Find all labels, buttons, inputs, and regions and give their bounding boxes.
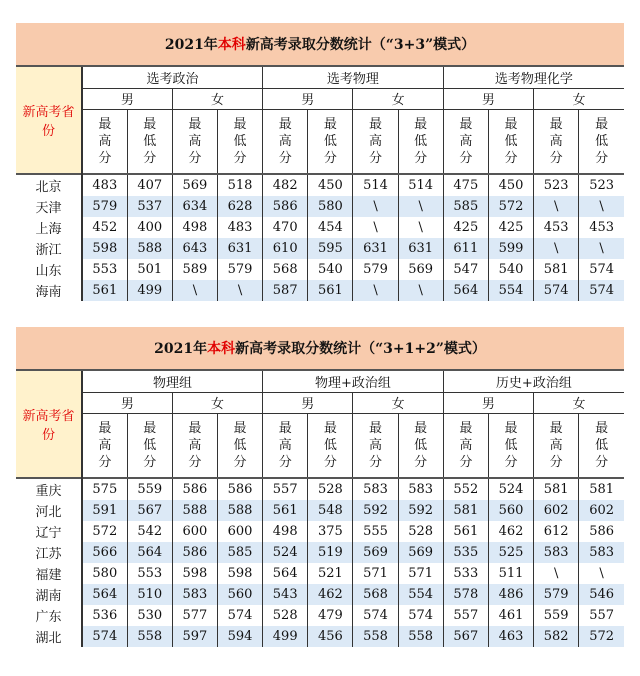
score-cell: 571 (398, 563, 443, 584)
score-cell: 453 (579, 217, 624, 238)
score-cell: 470 (263, 217, 308, 238)
score-cell: 611 (443, 238, 488, 259)
score-cell: 557 (263, 478, 308, 500)
score-cell: 586 (217, 478, 262, 500)
score-cell: 499 (127, 280, 172, 301)
score-cell: 572 (579, 626, 624, 647)
score-cell: \ (353, 196, 398, 217)
subcol-header: 最高分 (172, 413, 217, 478)
subcol-header: 最高分 (82, 109, 127, 174)
subcol-header: 最低分 (488, 413, 533, 478)
score-cell: 574 (82, 626, 127, 647)
gender-header: 男 (263, 392, 353, 413)
score-cell: 583 (172, 584, 217, 605)
province-name: 海南 (16, 280, 82, 301)
score-cell: 561 (443, 521, 488, 542)
title-highlight: 本科 (207, 341, 236, 357)
score-cell: 598 (82, 238, 127, 259)
province-name: 湖南 (16, 584, 82, 605)
title-year: 2021年 (154, 341, 208, 357)
score-cell: 578 (443, 584, 488, 605)
score-cell: 450 (308, 174, 353, 196)
score-cell: 558 (353, 626, 398, 647)
score-cell: 514 (353, 174, 398, 196)
score-cell: 568 (263, 259, 308, 280)
score-cell: 510 (127, 584, 172, 605)
score-cell: 483 (217, 217, 262, 238)
score-cell: 581 (534, 259, 579, 280)
score-cell: 574 (534, 280, 579, 301)
province-name: 上海 (35, 222, 62, 237)
subcol-header: 最高分 (172, 109, 217, 174)
score-cell: 600 (172, 521, 217, 542)
score-cell: 546 (579, 584, 624, 605)
group-header: 选考物理 (263, 66, 444, 88)
score-cell: 528 (398, 521, 443, 542)
province-name: 福建 (35, 568, 62, 583)
score-cell: \ (534, 196, 579, 217)
table-row (16, 500, 624, 521)
subcol-header: 最低分 (488, 109, 533, 174)
province-name: 江苏 (16, 542, 82, 563)
score-cell: 588 (127, 238, 172, 259)
score-cell: 530 (127, 605, 172, 626)
score-cell: 452 (82, 217, 127, 238)
score-cell: 594 (217, 626, 262, 647)
score-cell: 631 (353, 238, 398, 259)
score-cell: 597 (172, 626, 217, 647)
table-row (16, 259, 624, 280)
score-cell: 583 (579, 542, 624, 563)
province-name: 山东 (35, 264, 62, 279)
gender-header: 男 (443, 88, 533, 109)
score-cell: 560 (217, 584, 262, 605)
table-row (16, 196, 624, 217)
subcol-header: 最高分 (534, 413, 579, 478)
score-cell: 586 (172, 542, 217, 563)
table-row (16, 584, 624, 605)
subcol-header: 最高分 (443, 109, 488, 174)
score-cell: 540 (488, 259, 533, 280)
score-cell: 498 (172, 217, 217, 238)
score-cell: \ (398, 196, 443, 217)
score-cell: 634 (172, 196, 217, 217)
score-cell: 574 (579, 280, 624, 301)
score-cell: 569 (172, 174, 217, 196)
score-cell: 586 (263, 196, 308, 217)
score-cell: 574 (579, 259, 624, 280)
table-row (16, 174, 624, 196)
score-cell: 511 (488, 563, 533, 584)
score-cell: 568 (353, 584, 398, 605)
group-header: 物理+政治组 (263, 370, 444, 392)
table-row (16, 238, 624, 259)
score-cell: 560 (488, 500, 533, 521)
score-cell: 498 (263, 521, 308, 542)
score-cell: 583 (534, 542, 579, 563)
gender-header: 女 (353, 392, 443, 413)
province-name: 辽宁 (35, 526, 62, 541)
score-cell: 581 (443, 500, 488, 521)
score-cell: 599 (488, 238, 533, 259)
score-cell: 580 (82, 563, 127, 584)
score-cell: 524 (263, 542, 308, 563)
score-table (16, 327, 624, 647)
score-cell: 571 (353, 563, 398, 584)
subcol-header: 最高分 (82, 413, 127, 478)
score-cell: 588 (217, 500, 262, 521)
score-cell: 450 (488, 174, 533, 196)
score-cell: 559 (127, 478, 172, 500)
score-cell: 580 (308, 196, 353, 217)
score-cell: 537 (127, 196, 172, 217)
score-cell: 577 (172, 605, 217, 626)
score-cell: 564 (263, 563, 308, 584)
gender-header: 男 (82, 392, 172, 413)
score-cell: 588 (172, 500, 217, 521)
score-cell: \ (579, 238, 624, 259)
score-cell: 585 (443, 196, 488, 217)
score-cell: 572 (488, 196, 533, 217)
score-cell: 528 (308, 478, 353, 500)
title-text: 新高考录取分数统计（“3+3”模式） (245, 37, 476, 53)
score-cell: 454 (308, 217, 353, 238)
score-cell: \ (353, 280, 398, 301)
score-cell: 581 (534, 478, 579, 500)
score-cell: 521 (308, 563, 353, 584)
score-cell: 598 (217, 563, 262, 584)
title-highlight: 本科 (217, 37, 246, 53)
table-row (16, 217, 624, 238)
score-cell: 524 (488, 478, 533, 500)
province-name: 重庆 (16, 478, 82, 500)
score-cell: 554 (398, 584, 443, 605)
subcol-header: 最高分 (443, 413, 488, 478)
subcol-header: 最高分 (534, 109, 579, 174)
province-name: 广东 (35, 610, 62, 625)
score-cell: 610 (263, 238, 308, 259)
score-cell: 461 (488, 605, 533, 626)
subcol-header: 最低分 (579, 413, 624, 478)
score-cell: 579 (82, 196, 127, 217)
score-cell: 564 (127, 542, 172, 563)
score-cell: \ (217, 280, 262, 301)
subcol-header: 最低分 (308, 413, 353, 478)
score-cell: 587 (263, 280, 308, 301)
score-cell: \ (534, 238, 579, 259)
gender-header: 男 (82, 88, 172, 109)
subcol-header: 最低分 (127, 413, 172, 478)
score-cell: 540 (308, 259, 353, 280)
subcol-header: 最高分 (353, 413, 398, 478)
score-cell: 375 (308, 521, 353, 542)
score-cell: 514 (398, 174, 443, 196)
score-cell: 600 (217, 521, 262, 542)
gender-header: 男 (443, 392, 533, 413)
score-cell: 585 (217, 542, 262, 563)
table-row (16, 605, 624, 626)
table-row (16, 521, 624, 542)
province-header: 新高考省份 (16, 66, 82, 174)
score-cell: 482 (263, 174, 308, 196)
subcol-header: 最低分 (398, 413, 443, 478)
subcol-header: 最高分 (263, 109, 308, 174)
gender-header: 女 (534, 88, 624, 109)
score-cell: 572 (82, 521, 127, 542)
score-cell: 631 (217, 238, 262, 259)
score-cell: 592 (353, 500, 398, 521)
score-cell: 602 (579, 500, 624, 521)
table-row (16, 280, 624, 301)
score-cell: 553 (127, 563, 172, 584)
score-cell: 523 (534, 174, 579, 196)
province-name: 河北 (16, 500, 82, 521)
score-cell: 569 (353, 542, 398, 563)
score-cell: 519 (308, 542, 353, 563)
score-cell: 567 (127, 500, 172, 521)
score-cell: 592 (398, 500, 443, 521)
score-cell: 528 (263, 605, 308, 626)
score-cell: 547 (443, 259, 488, 280)
score-cell: \ (172, 280, 217, 301)
score-cell: 483 (82, 174, 127, 196)
score-cell: 579 (534, 584, 579, 605)
score-cell: 569 (398, 259, 443, 280)
province-name: 浙江 (16, 238, 82, 259)
subcol-header: 最低分 (217, 413, 262, 478)
table-row (16, 626, 624, 647)
score-cell: 612 (534, 521, 579, 542)
score-cell: 586 (579, 521, 624, 542)
table-row (16, 542, 624, 563)
score-cell: 557 (443, 605, 488, 626)
score-cell: \ (398, 217, 443, 238)
subcol-header: 最低分 (398, 109, 443, 174)
score-cell: \ (398, 280, 443, 301)
group-header: 选考政治 (82, 66, 263, 88)
subcol-header: 最高分 (263, 413, 308, 478)
subcol-header: 最高分 (353, 109, 398, 174)
score-cell: 559 (534, 605, 579, 626)
score-cell: 583 (398, 478, 443, 500)
province-name: 天津 (16, 196, 82, 217)
table-title (16, 23, 624, 66)
score-cell: 552 (443, 478, 488, 500)
score-cell: 591 (82, 500, 127, 521)
score-cell: 631 (398, 238, 443, 259)
subcol-header: 最低分 (127, 109, 172, 174)
score-cell: 486 (488, 584, 533, 605)
score-cell: 564 (443, 280, 488, 301)
score-cell: 555 (353, 521, 398, 542)
score-cell: 543 (263, 584, 308, 605)
score-cell: 553 (82, 259, 127, 280)
score-cell: 561 (263, 500, 308, 521)
score-cell: 456 (308, 626, 353, 647)
score-cell: 400 (127, 217, 172, 238)
score-cell: 582 (534, 626, 579, 647)
score-cell: 567 (443, 626, 488, 647)
score-cell: 557 (579, 605, 624, 626)
score-cell: 479 (308, 605, 353, 626)
province-name: 湖北 (16, 626, 82, 647)
score-cell: 536 (82, 605, 127, 626)
score-cell: 407 (127, 174, 172, 196)
score-cell: 574 (398, 605, 443, 626)
score-cell: 425 (443, 217, 488, 238)
score-cell: 548 (308, 500, 353, 521)
title-year: 2021年 (164, 37, 218, 53)
group-header: 选考物理化学 (443, 66, 624, 88)
gender-header: 女 (172, 392, 262, 413)
score-cell: \ (579, 196, 624, 217)
score-cell: 425 (488, 217, 533, 238)
score-cell: 525 (488, 542, 533, 563)
score-table (16, 23, 624, 301)
score-cell: 499 (263, 626, 308, 647)
score-cell: 575 (82, 478, 127, 500)
score-cell: 628 (217, 196, 262, 217)
score-cell: 581 (579, 478, 624, 500)
province-header: 新高考省份 (16, 370, 82, 478)
score-cell: 501 (127, 259, 172, 280)
score-cell: 643 (172, 238, 217, 259)
score-cell: 475 (443, 174, 488, 196)
score-cell: 589 (172, 259, 217, 280)
table-row (16, 478, 624, 500)
score-cell: \ (353, 217, 398, 238)
gender-header: 女 (172, 88, 262, 109)
score-cell: 583 (353, 478, 398, 500)
score-cell: 561 (308, 280, 353, 301)
score-cell: 561 (82, 280, 127, 301)
gender-header: 男 (263, 88, 353, 109)
score-cell: 598 (172, 563, 217, 584)
score-cell: 558 (398, 626, 443, 647)
score-cell: 554 (488, 280, 533, 301)
province-name: 北京 (16, 174, 82, 196)
score-cell: 579 (217, 259, 262, 280)
score-cell: 602 (534, 500, 579, 521)
score-cell: 579 (353, 259, 398, 280)
group-header: 物理组 (82, 370, 263, 392)
gender-header: 女 (353, 88, 443, 109)
score-cell: 574 (353, 605, 398, 626)
score-cell: 453 (534, 217, 579, 238)
group-header: 历史+政治组 (443, 370, 624, 392)
gender-header: 女 (534, 392, 624, 413)
score-cell: 595 (308, 238, 353, 259)
title-text: 新高考录取分数统计（“3+1+2”模式） (235, 341, 486, 357)
subcol-header: 最低分 (217, 109, 262, 174)
score-cell: 564 (82, 584, 127, 605)
subcol-header: 最低分 (579, 109, 624, 174)
score-cell: 518 (217, 174, 262, 196)
table-title (16, 327, 624, 370)
score-cell: 574 (217, 605, 262, 626)
score-cell: 463 (488, 626, 533, 647)
score-cell: 535 (443, 542, 488, 563)
score-cell: 462 (308, 584, 353, 605)
score-cell: \ (579, 563, 624, 584)
score-cell: 462 (488, 521, 533, 542)
score-cell: 523 (579, 174, 624, 196)
score-cell: 569 (398, 542, 443, 563)
subcol-header: 最低分 (308, 109, 353, 174)
score-cell: 533 (443, 563, 488, 584)
score-cell: 542 (127, 521, 172, 542)
score-cell: 558 (127, 626, 172, 647)
score-cell: \ (534, 563, 579, 584)
score-cell: 586 (172, 478, 217, 500)
score-cell: 566 (82, 542, 127, 563)
table-row (16, 563, 624, 584)
